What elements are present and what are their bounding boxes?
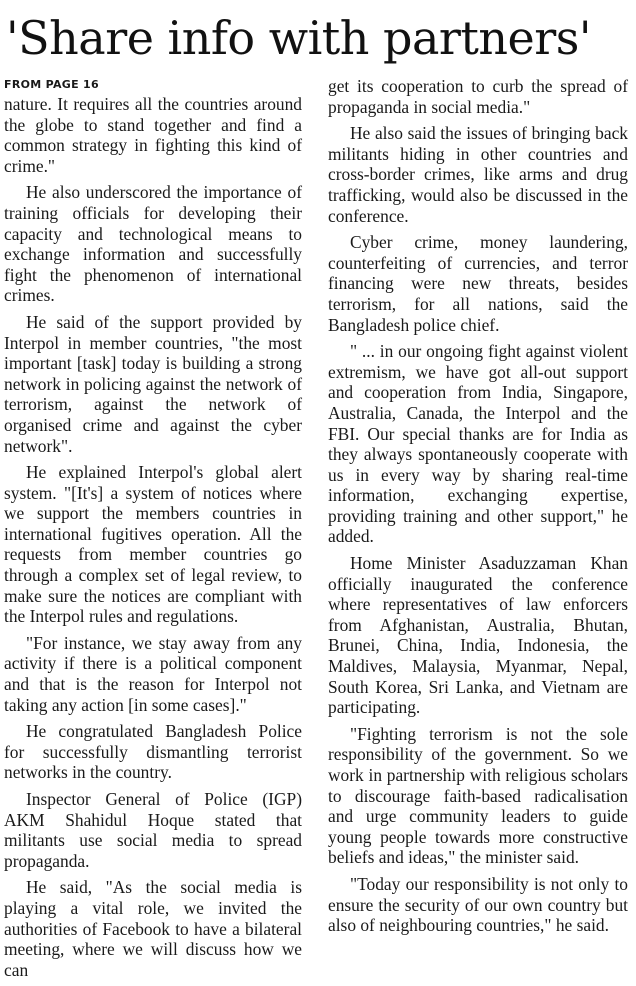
paragraph: nature. It requires all the countries around the globe to stand together and find a common strategy in fighting this kind of crime." (4, 94, 302, 176)
paragraph: He explained Interpol's global alert system. "[It's] a system of notices where we support the members countries in international fugitives operation. All the requests from member countries go through a complex set of legal review, to make sure the notices are compliant with the Interpol rules and regulations. (4, 462, 302, 627)
paragraph: "Today our responsibility is not only to ensure the security of our own country but also of neighbouring countries," he said. (328, 873, 628, 936)
paragraph: "Fighting terrorism is not the sole responsibility of the government. So we work in partnership with religious scholars to discourage faith-based radicalisation and urge community leaders to guide young people towards more constructive beliefs and ideas," the minister said. (328, 723, 628, 868)
paragraph: Inspector General of Police (IGP) AKM Shahidul Hoque stated that militants use social media to spread propaganda. (4, 789, 302, 871)
right-column (328, 76, 628, 986)
paragraph: Home Minister Asaduzzaman Khan officially inaugurated the conference where representatives of law enforcers from Afghanistan, Australia, Bhutan, Brunei, China, India, Indonesia, the Maldives, Malaysia, Myanmar, Nepal, South Korea, Sri Lanka, and Vietnam are participating. (328, 553, 628, 718)
paragraph: He also said the issues of bringing back militants hiding in other countries and cross-border crimes, like arms and drug trafficking, would also be discussed in the conference. (328, 123, 628, 226)
left-column (4, 76, 302, 986)
paragraph: He said, "As the social media is playing a vital role, we invited the authorities of Facebook to have a bilateral meeting, where we will discuss how we can (4, 877, 302, 980)
paragraph: He also underscored the importance of training officials for developing their capacity and technological means to exchange information and successfully fight the phenomenon of international crimes. (4, 182, 302, 306)
article-body (4, 76, 632, 986)
paragraph: He congratulated Bangladesh Police for successfully dismantling terrorist networks in the country. (4, 721, 302, 783)
paragraph: get its cooperation to curb the spread of propaganda in social media." (328, 76, 628, 117)
paragraph: " ... in our ongoing fight against violent extremism, we have got all-out support and cooperation from India, Singapore, Australia, Canada, the Interpol and the FBI. Our special thanks are for India as they always spontaneously cooperate with us in every way by sharing real-time information, exchanging expertise, providing training and other support," he added. (328, 341, 628, 547)
paragraph: Cyber crime, money laundering, counterfeiting of currencies, and terror financing were new threats, besides terrorism, for all nations, said the Bangladesh police chief. (328, 232, 628, 335)
headline: 'Share info with partners' (6, 11, 591, 65)
paragraph: "For instance, we stay away from any activity if there is a political component and that is the reason for Interpol not taking any action [in some cases]." (4, 632, 302, 715)
paragraph: He said of the support provided by Interpol in member countries, "the most important [task] today is building a strong network in policing against the network of terrorism, against the network of organised crime and against the cyber network". (4, 311, 302, 456)
continuation-kicker: FROM PAGE 16 (4, 78, 99, 91)
